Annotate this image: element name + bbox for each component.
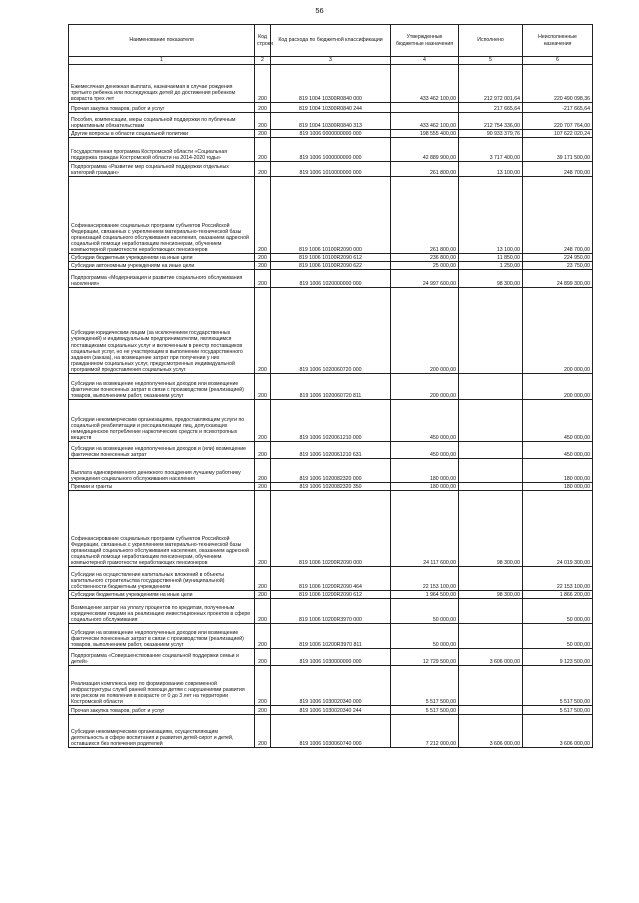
table-header-row — [69, 25, 593, 57]
cell-line: 200 — [255, 649, 271, 666]
cell-unexecuted: 248 700,00 — [523, 162, 593, 177]
table-row — [69, 270, 593, 288]
cell-unexecuted: -217 665,64 — [523, 103, 593, 113]
cell-name: Прочая закупка товаров, работ и услуг — [69, 103, 255, 113]
col-number: 3 — [271, 57, 391, 65]
table-row — [69, 624, 593, 649]
cell-name: Субсидии некоммерческим организациям, осуществляющим деятельность в сфере воспитания и развития детей-сирот и детей, оставшихся без попечения родителей — [69, 715, 255, 748]
cell-line: 200 — [255, 624, 271, 649]
cell-executed — [459, 624, 523, 649]
cell-executed — [459, 442, 523, 459]
cell-executed: 98 300,00 — [459, 591, 523, 599]
header-executed: Исполнено — [459, 25, 523, 57]
cell-executed: 3 606 000,00 — [459, 649, 523, 666]
cell-executed: 3 606 000,00 — [459, 715, 523, 748]
table-row — [69, 591, 593, 599]
cell-approved: 180 000,00 — [391, 459, 459, 483]
cell-name: Подпрограмма «Развитие мер социальной поддержки отдельных категорий граждан» — [69, 162, 255, 177]
cell-executed: 3 717 400,00 — [459, 138, 523, 162]
cell-executed — [459, 288, 523, 374]
table-row — [69, 262, 593, 270]
cell-line: 200 — [255, 65, 271, 103]
cell-executed: 13 100,00 — [459, 162, 523, 177]
cell-unexecuted: 107 622 020,24 — [523, 130, 593, 138]
cell-unexecuted: 5 517 500,00 — [523, 666, 593, 706]
cell-line: 200 — [255, 400, 271, 442]
cell-approved: 24 997 600,00 — [391, 270, 459, 288]
table-row — [69, 65, 593, 103]
table-row — [69, 138, 593, 162]
header-line-code: Код строки — [255, 25, 271, 57]
cell-code: 819 1006 10100R2090 000 — [271, 177, 391, 254]
table-row — [69, 374, 593, 400]
table-row — [69, 254, 593, 262]
cell-code: 819 1006 1030020340 000 — [271, 666, 391, 706]
cell-approved: 5 517 500,00 — [391, 706, 459, 715]
cell-unexecuted: 220 707 764,00 — [523, 113, 593, 130]
cell-executed: 98 300,00 — [459, 491, 523, 567]
cell-line: 200 — [255, 177, 271, 254]
table-row — [69, 177, 593, 254]
cell-unexecuted: 200 000,00 — [523, 288, 593, 374]
cell-executed: 217 665,64 — [459, 103, 523, 113]
cell-line: 200 — [255, 262, 271, 270]
cell-name: Субсидии на возмещение недополученных доходов или возмещение фактически понесенных затрат в связи с производством (реализацией) товаров, выполнением работ, оказанием услуг — [69, 374, 255, 400]
cell-executed — [459, 483, 523, 491]
cell-name: Субсидии на осуществление капитальных вложений в объекты капитального строительства государственной (муниципальной) собственности бюджетным учреждениям — [69, 567, 255, 591]
table-row — [69, 459, 593, 483]
table-row — [69, 162, 593, 177]
cell-name: Субсидии бюджетным учреждениям на иные цели — [69, 254, 255, 262]
cell-executed — [459, 567, 523, 591]
cell-executed — [459, 599, 523, 624]
cell-code: 819 1006 10200R2090 612 — [271, 591, 391, 599]
cell-unexecuted: 450 000,00 — [523, 442, 593, 459]
cell-name: Субсидии на возмещение недополученных доходов или возмещение фактически понесенных затрат в связи с производством (реализацией) товаров, выполнением работ, оказанием услуг — [69, 624, 255, 649]
cell-line: 200 — [255, 288, 271, 374]
cell-line: 200 — [255, 666, 271, 706]
cell-line: 200 — [255, 113, 271, 130]
cell-approved: 261 800,00 — [391, 177, 459, 254]
cell-approved: 450 000,00 — [391, 400, 459, 442]
cell-approved: 42 889 900,00 — [391, 138, 459, 162]
cell-name: Выплата единовременного денежного поощрения лучшему работнику учреждения социального обслуживания населения — [69, 459, 255, 483]
cell-code: 819 1006 10100R2090 622 — [271, 262, 391, 270]
cell-line: 200 — [255, 162, 271, 177]
cell-approved: 261 800,00 — [391, 162, 459, 177]
table-row — [69, 103, 593, 113]
cell-approved: 200 000,00 — [391, 288, 459, 374]
cell-executed — [459, 374, 523, 400]
cell-executed: 1 250,00 — [459, 262, 523, 270]
table-row — [69, 706, 593, 715]
cell-code: 819 1006 1020061210 631 — [271, 442, 391, 459]
cell-executed — [459, 400, 523, 442]
table-row — [69, 567, 593, 591]
cell-name: Субсидии юридическим лицам (за исключением государственных учреждений) и индивидуальным предпринимателям, являющимся поставщиками социальных услуг и включенным в реестр поставщиков социальных услуг, но не участвующим в выполнении государственного задания (заказа), на возмещение затрат при получении у них гражданином социальных услуг, предусмотренных индивидуальной программой предоставления социальных услуг — [69, 288, 255, 374]
cell-approved: 22 153 100,00 — [391, 567, 459, 591]
cell-executed: 98 300,00 — [459, 270, 523, 288]
cell-unexecuted: 50 000,00 — [523, 599, 593, 624]
cell-name: Премии и гранты — [69, 483, 255, 491]
cell-name: Софинансирование социальных программ субъектов Российской Федерации, связанных с укреплением материально-технической базы организаций социального обслуживания населения, оказанием адресной социальной помощи неработающим пенсионерам, обучением компьютерной грамотности неработающих пенсионеров — [69, 177, 255, 254]
cell-executed: 212 754 336,00 — [459, 113, 523, 130]
cell-executed — [459, 459, 523, 483]
cell-line: 200 — [255, 715, 271, 748]
cell-unexecuted: 39 171 500,00 — [523, 138, 593, 162]
cell-unexecuted: 5 517 500,00 — [523, 706, 593, 715]
table-row — [69, 599, 593, 624]
cell-name: Субсидии некоммерческим организациям, предоставляющим услуги по социальной реабилитации и ресоциализации лиц, допускающих немедицинское потребление наркотических средств и психотропных веществ — [69, 400, 255, 442]
col-number: 2 — [255, 57, 271, 65]
cell-code: 819 1006 1010000000 000 — [271, 162, 391, 177]
cell-code: 819 1004 10300R0840 244 — [271, 103, 391, 113]
cell-code: 819 1006 10200R3970 811 — [271, 624, 391, 649]
cell-name: Субсидии на возмещение недополученных доходов и (или) возмещение фактически понесенных затрат — [69, 442, 255, 459]
cell-line: 200 — [255, 442, 271, 459]
cell-executed — [459, 666, 523, 706]
cell-approved: 50 000,00 — [391, 599, 459, 624]
header-approved: Утвержденные бюджетные назначения — [391, 25, 459, 57]
col-number: 5 — [459, 57, 523, 65]
cell-unexecuted: 450 000,00 — [523, 400, 593, 442]
cell-code: 819 1006 1000000000 000 — [271, 138, 391, 162]
cell-line: 200 — [255, 706, 271, 715]
cell-name: Ежемесячная денежная выплата, назначаемая в случае рождения третьего ребенка или последующих детей до достижения ребенком возраста трех лет — [69, 65, 255, 103]
cell-line: 200 — [255, 483, 271, 491]
cell-line: 200 — [255, 459, 271, 483]
header-unexecuted: Неисполненные назначения — [523, 25, 593, 57]
col-number: 4 — [391, 57, 459, 65]
cell-unexecuted: 180 000,00 — [523, 459, 593, 483]
cell-unexecuted: 180 000,00 — [523, 483, 593, 491]
cell-unexecuted: 9 123 500,00 — [523, 649, 593, 666]
cell-code: 819 1004 10300R0840 000 — [271, 65, 391, 103]
cell-line: 200 — [255, 130, 271, 138]
header-budget-code: Код расхода по бюджетной классификации — [271, 25, 391, 57]
cell-line: 200 — [255, 599, 271, 624]
table-row — [69, 649, 593, 666]
cell-code: 819 1006 1020082320 350 — [271, 483, 391, 491]
cell-name: Пособия, компенсации, меры социальной поддержки по публичным нормативным обязательствам — [69, 113, 255, 130]
cell-approved — [391, 103, 459, 113]
cell-line: 200 — [255, 103, 271, 113]
cell-approved: 198 555 400,00 — [391, 130, 459, 138]
cell-approved: 12 729 500,00 — [391, 649, 459, 666]
cell-executed: 13 100,00 — [459, 177, 523, 254]
cell-line: 200 — [255, 491, 271, 567]
cell-code: 819 1004 10300R0840 313 — [271, 113, 391, 130]
table-row — [69, 491, 593, 567]
cell-code: 819 1006 1020060720 000 — [271, 288, 391, 374]
cell-line: 200 — [255, 567, 271, 591]
cell-unexecuted: 3 606 000,00 — [523, 715, 593, 748]
col-number: 1 — [69, 57, 255, 65]
cell-code: 819 1006 1030020340 244 — [271, 706, 391, 715]
cell-approved: 236 800,00 — [391, 254, 459, 262]
cell-unexecuted: 1 866 200,00 — [523, 591, 593, 599]
cell-unexecuted: 23 750,00 — [523, 262, 593, 270]
cell-code: 819 1006 10200R2090 464 — [271, 567, 391, 591]
cell-name: Государственная программа Костромской области «Социальная поддержка граждан Костромской области на 2014-2020 годы» — [69, 138, 255, 162]
table-row — [69, 442, 593, 459]
cell-name: Подпрограмма «Модернизация и развитие социального обслуживания населения» — [69, 270, 255, 288]
cell-approved: 50 000,00 — [391, 624, 459, 649]
cell-approved: 450 000,00 — [391, 442, 459, 459]
header-name: Наименование показателя — [69, 25, 255, 57]
cell-code: 819 1006 10200R2090 000 — [271, 491, 391, 567]
cell-unexecuted: 50 000,00 — [523, 624, 593, 649]
cell-code: 819 1006 1020061210 000 — [271, 400, 391, 442]
table-row — [69, 113, 593, 130]
cell-line: 200 — [255, 270, 271, 288]
cell-executed — [459, 706, 523, 715]
cell-code: 819 1006 10200R3970 000 — [271, 599, 391, 624]
cell-code: 819 1006 1030060740 000 — [271, 715, 391, 748]
cell-approved: 200 000,00 — [391, 374, 459, 400]
cell-line: 200 — [255, 591, 271, 599]
cell-code: 819 1006 10100R2090 612 — [271, 254, 391, 262]
cell-name: Софинансирование социальных программ субъектов Российской Федерации, связанных с укреплением материально-технической базы организаций социального обслуживания населения, оказанием адресной социальной помощи неработающим пенсионерам, обучением компьютерной грамотности неработающих пенсионеров — [69, 491, 255, 567]
cell-approved: 25 000,00 — [391, 262, 459, 270]
cell-code: 819 1006 1020060720 811 — [271, 374, 391, 400]
cell-line: 200 — [255, 374, 271, 400]
cell-approved: 433 462 100,00 — [391, 113, 459, 130]
cell-unexecuted: 224 950,00 — [523, 254, 593, 262]
table-row — [69, 483, 593, 491]
cell-name: Субсидии бюджетным учреждениям на иные цели — [69, 591, 255, 599]
cell-approved: 24 117 600,00 — [391, 491, 459, 567]
cell-executed: 11 850,00 — [459, 254, 523, 262]
cell-approved: 433 462 100,00 — [391, 65, 459, 103]
cell-unexecuted: 22 153 100,00 — [523, 567, 593, 591]
col-number: 6 — [523, 57, 593, 65]
cell-unexecuted: 200 000,00 — [523, 374, 593, 400]
cell-code: 819 1006 1020082320 000 — [271, 459, 391, 483]
cell-unexecuted: 24 019 300,00 — [523, 491, 593, 567]
cell-code: 819 1006 1030000000 000 — [271, 649, 391, 666]
cell-executed: 212 972 001,64 — [459, 65, 523, 103]
cell-name: Субсидии автономным учреждениям на иные цели — [69, 262, 255, 270]
table-row — [69, 400, 593, 442]
cell-code: 819 1006 0000000000 000 — [271, 130, 391, 138]
budget-execution-table — [68, 24, 593, 748]
cell-name: Реализация комплекса мер по формированию современной инфраструктуры служб ранней помощи детям с нарушениями развития или риском их появления в возрасте от 0 до 3 лет на территории Костромской области — [69, 666, 255, 706]
cell-name: Прочая закупка товаров, работ и услуг — [69, 706, 255, 715]
page-number: 56 — [315, 6, 324, 15]
table-row — [69, 130, 593, 138]
table-row — [69, 666, 593, 706]
cell-name: Возмещение затрат на уплату процентов по кредитам, полученным юридическими лицами на реализацию инвестиционных проектов в сфере социального обслуживания — [69, 599, 255, 624]
cell-approved: 1 964 500,00 — [391, 591, 459, 599]
cell-name: Другие вопросы в области социальной политики — [69, 130, 255, 138]
cell-unexecuted: 248 700,00 — [523, 177, 593, 254]
cell-unexecuted: 220 490 098,36 — [523, 65, 593, 103]
cell-line: 200 — [255, 138, 271, 162]
column-number-row — [69, 57, 593, 65]
cell-unexecuted: 24 899 300,00 — [523, 270, 593, 288]
table-row — [69, 288, 593, 374]
cell-line: 200 — [255, 254, 271, 262]
table-row — [69, 715, 593, 748]
cell-approved: 180 000,00 — [391, 483, 459, 491]
cell-approved: 5 517 500,00 — [391, 666, 459, 706]
cell-executed: 90 933 379,76 — [459, 130, 523, 138]
cell-approved: 7 212 000,00 — [391, 715, 459, 748]
cell-code: 819 1006 1020000000 000 — [271, 270, 391, 288]
cell-name: Подпрограмма «Совершенствование социальной поддержки семьи и детей» — [69, 649, 255, 666]
